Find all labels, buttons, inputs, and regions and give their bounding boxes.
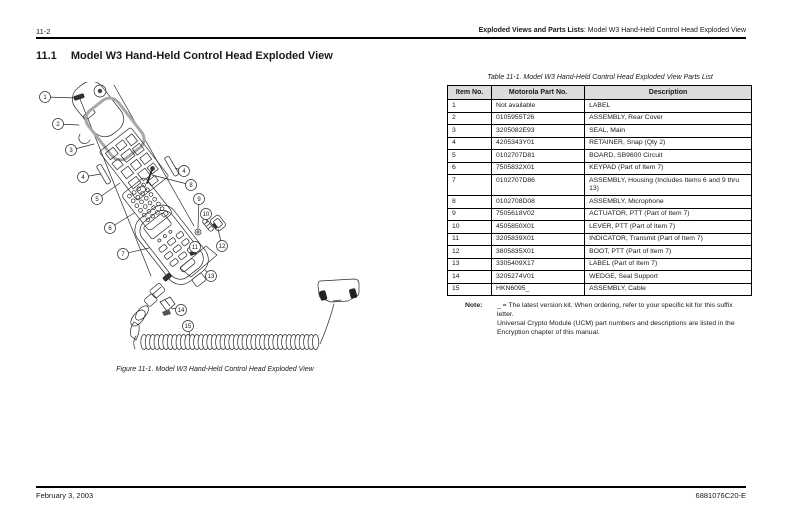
svg-text:4: 4 <box>182 169 186 176</box>
svg-text:9: 9 <box>197 197 201 204</box>
table-cell: 3205839X01 <box>492 233 585 246</box>
svg-text:12: 12 <box>218 244 226 251</box>
cable-plug-part <box>318 279 359 302</box>
footer-date: February 3, 2003 <box>36 491 94 500</box>
table-row <box>448 112 752 125</box>
svg-text:4: 4 <box>81 175 85 182</box>
table-cell: ASSEMBLY, Cable <box>585 283 752 296</box>
svg-text:11: 11 <box>191 245 199 252</box>
table-row <box>448 196 752 209</box>
table-cell: 6 <box>448 162 492 175</box>
table-row <box>448 208 752 221</box>
table-row <box>448 283 752 296</box>
table-cell: 11 <box>448 233 492 246</box>
table-cell: 13 <box>448 258 492 271</box>
table-cell: 3205082E93 <box>492 125 585 138</box>
table-cell: HKN6095_ <box>492 283 585 296</box>
table-cell: ASSEMBLY, Housing (Includes Items 6 and 9 thru 13) <box>585 175 752 196</box>
table-cell: 14 <box>448 271 492 284</box>
table-row <box>448 233 752 246</box>
running-header-bold: Exploded Views and Parts Lists <box>478 27 584 34</box>
footer-rule <box>36 486 746 488</box>
svg-text:14: 14 <box>177 308 185 315</box>
table-cell: WEDGE, Seal Support <box>585 271 752 284</box>
footer-doc-number: 6881076C20-E <box>695 491 746 500</box>
main-seal-part <box>82 94 149 165</box>
table-cell: Not available <box>492 100 585 113</box>
section-number: 11.1 <box>36 50 57 62</box>
svg-text:13: 13 <box>207 274 215 281</box>
coiled-cable-part <box>141 335 319 350</box>
table-row <box>448 271 752 284</box>
cable-strain-relief <box>128 273 172 340</box>
keypad-part <box>121 177 173 232</box>
svg-text:2: 2 <box>56 122 60 129</box>
section-title: Model W3 Hand-Held Control Head Exploded View <box>70 50 333 62</box>
running-header <box>479 27 746 34</box>
callout-balloons <box>40 92 228 338</box>
table-cell: 3805835X01 <box>492 246 585 259</box>
table-row <box>448 246 752 259</box>
svg-text:8: 8 <box>189 183 193 190</box>
table-cell: ASSEMBLY, Rear Cover <box>585 112 752 125</box>
table-cell: 0102707D81 <box>492 150 585 163</box>
table-cell: 4505850X01 <box>492 221 585 234</box>
table-cell: ASSEMBLY, Microphone <box>585 196 752 209</box>
table-cell: KEYPAD (Part of Item 7) <box>585 162 752 175</box>
note-text <box>497 301 737 337</box>
running-header-rest: : Model W3 Hand-Held Control Head Exploded View <box>583 27 746 34</box>
table-cell: 7 <box>448 175 492 196</box>
table-cell: 0102708D08 <box>492 196 585 209</box>
table-title: Table 11-1. Model W3 Hand-Held Control Head Exploded View Parts List <box>487 74 713 81</box>
table-cell: INDICATOR, Transmit (Part of Item 7) <box>585 233 752 246</box>
table-row <box>448 150 752 163</box>
svg-text:15: 15 <box>184 324 192 331</box>
circuit-board-part <box>99 127 169 200</box>
table-cell: 10 <box>448 221 492 234</box>
cable-left-end <box>134 336 136 349</box>
table-cell: 1 <box>448 100 492 113</box>
col-header-desc: Description <box>585 86 752 100</box>
table-cell: 12 <box>448 246 492 259</box>
table-row <box>448 175 752 196</box>
table-cell: 15 <box>448 283 492 296</box>
table-cell: 0102707D86 <box>492 175 585 196</box>
table-row <box>448 258 752 271</box>
rear-cover-part <box>67 82 130 144</box>
table-note <box>447 301 753 337</box>
table-cell: LEVER, PTT (Part of Item 7) <box>585 221 752 234</box>
table-row <box>448 162 752 175</box>
table-cell: 4205343Y01 <box>492 137 585 150</box>
table-row <box>448 125 752 138</box>
table-cell: BOARD, SB9600 Circuit <box>585 150 752 163</box>
page-number: 11-2 <box>36 27 51 36</box>
note-line: Universal Crypto Module (UCM) part numbers and descriptions are listed in the Encryption chapter of this manual. <box>497 320 735 336</box>
table-cell: 5 <box>448 150 492 163</box>
table-cell: 7505618V02 <box>492 208 585 221</box>
col-header-item: Item No. <box>448 86 492 100</box>
note-label: Note: <box>465 302 483 309</box>
table-cell: 0105955T26 <box>492 112 585 125</box>
guide-line <box>114 85 194 226</box>
table-cell: 8 <box>448 196 492 209</box>
table-row <box>448 137 752 150</box>
figure-caption: Figure 11-1. Model W3 Hand-Held Control Head Exploded View <box>116 366 314 373</box>
table-row <box>448 100 752 113</box>
col-header-part: Motorola Part No. <box>492 86 585 100</box>
table-cell: ACTUATOR, PTT (Part of Item 7) <box>585 208 752 221</box>
svg-text:10: 10 <box>202 212 210 219</box>
exploded-view-diagram <box>30 82 420 362</box>
table-cell: 4 <box>448 137 492 150</box>
ptt-actuator-part <box>195 229 201 235</box>
table-cell: 3 <box>448 125 492 138</box>
table-row <box>448 221 752 234</box>
exploded-view-drawing <box>30 82 420 362</box>
table-cell: 3205274V01 <box>492 271 585 284</box>
svg-text:7: 7 <box>121 252 125 259</box>
parts-list-section <box>447 74 753 337</box>
svg-text:1: 1 <box>43 95 47 102</box>
header-rule <box>36 37 746 39</box>
table-cell: 9 <box>448 208 492 221</box>
note-line: _ = The latest version kit. When ordering, refer to your specific kit for this suffix letter. <box>497 302 733 318</box>
parts-table <box>447 85 752 296</box>
svg-text:5: 5 <box>95 197 99 204</box>
table-cell: BOOT, PTT (Part of Item 7) <box>585 246 752 259</box>
svg-text:6: 6 <box>108 226 112 233</box>
table-cell: 3305409X17 <box>492 258 585 271</box>
table-cell: RETAINER, Snap (Qty 2) <box>585 137 752 150</box>
cable-to-plug <box>320 304 334 344</box>
table-cell: 7505832X01 <box>492 162 585 175</box>
seal-wedge-part <box>160 297 175 316</box>
table-cell: LABEL (Part of Item 7) <box>585 258 752 271</box>
section-heading <box>36 50 333 62</box>
svg-text:3: 3 <box>69 148 73 155</box>
table-cell: SEAL, Main <box>585 125 752 138</box>
table-header-row <box>448 86 752 100</box>
table-cell: 2 <box>448 112 492 125</box>
table-cell: LABEL <box>585 100 752 113</box>
label-clip-part <box>74 94 85 101</box>
